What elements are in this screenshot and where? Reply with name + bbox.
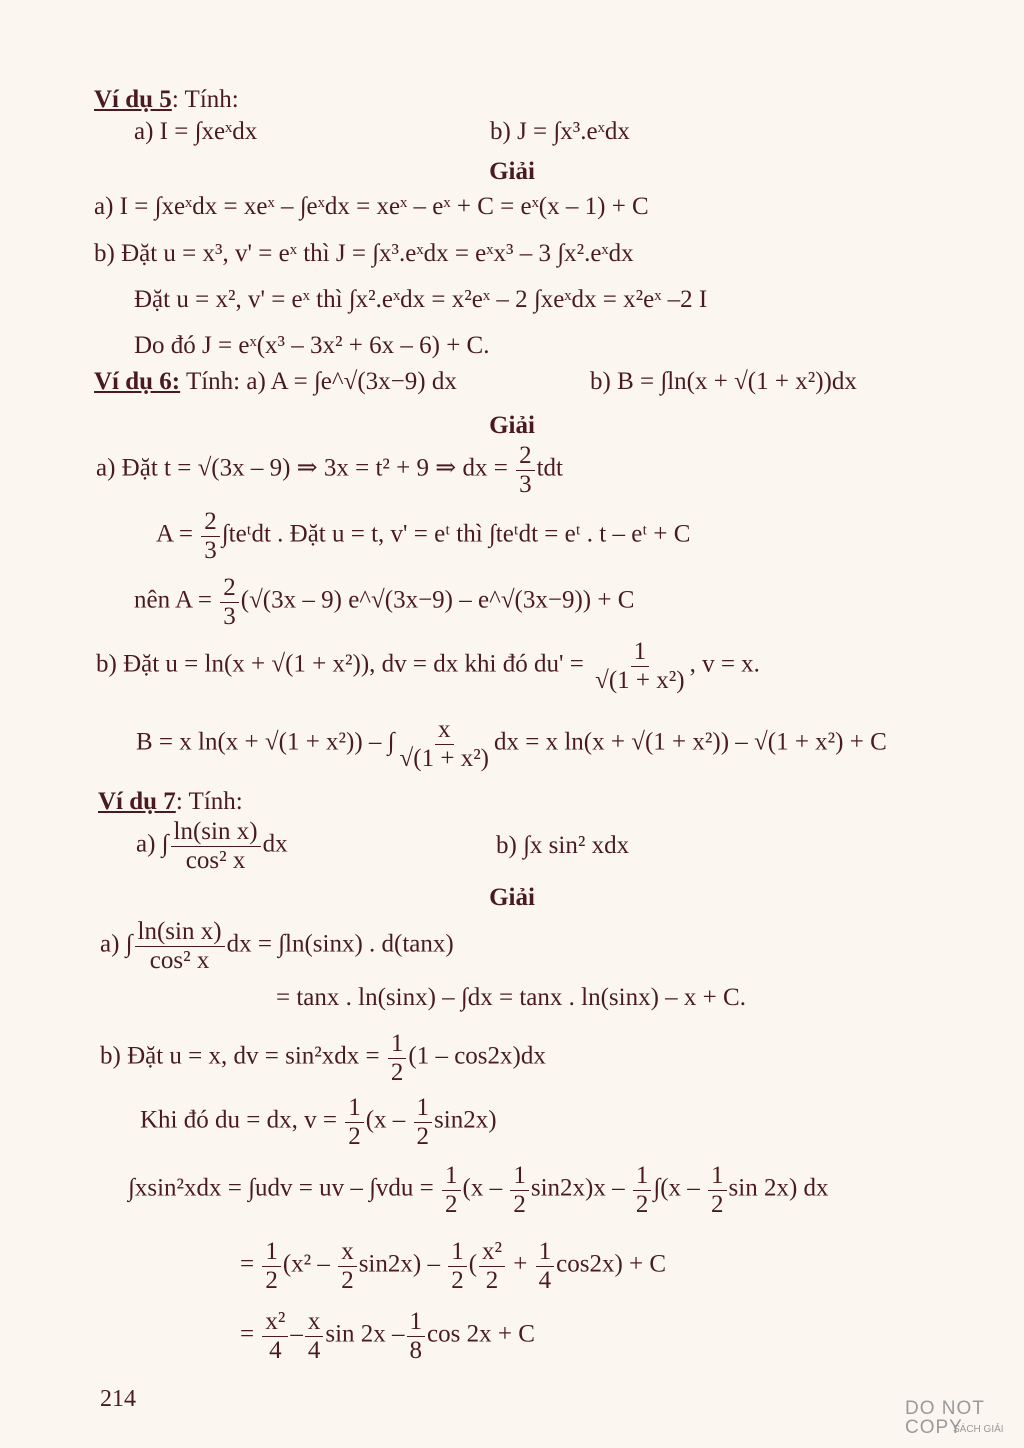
example-6-line-a-tail: tdt [536, 454, 563, 482]
numerator: x [305, 1308, 324, 1337]
line-5-tail: cos 2x + C [427, 1320, 535, 1348]
line-3-mid-3: ∫(x – [653, 1174, 700, 1202]
numerator: 1 [414, 1094, 433, 1123]
example-7-prompt: : Tính: [175, 788, 243, 815]
example-6-solution-heading: Giải [489, 412, 535, 439]
numerator: 2 [516, 442, 535, 471]
numerator: 1 [510, 1162, 529, 1191]
numerator: 1 [708, 1162, 727, 1191]
line-3-mid-2: sin2x)x – [530, 1174, 625, 1202]
numerator: 1 [345, 1094, 364, 1123]
fraction-two-thirds [220, 574, 239, 630]
line-4-b: sin2x) – [358, 1250, 440, 1278]
line-3-lead: ∫xsin²xdx = ∫udv = uv – ∫vdu = [128, 1174, 434, 1202]
denominator: 2 [416, 1122, 430, 1150]
fraction-one-half [262, 1238, 281, 1294]
example-6-line-nen-tail: (√(3x – 9) e^√(3x−9) – e^√(3x−9)) + C [240, 586, 635, 614]
numerator: x [435, 716, 454, 745]
example-7-part-a-lead: a) ∫ [136, 830, 169, 858]
example-7-sol-a-line-2: = tanx . ln(sinx) – ∫dx = tanx . ln(sinx) – x + C. [276, 984, 746, 1011]
fraction-one-half [414, 1094, 433, 1150]
fraction-one-half [633, 1162, 652, 1218]
example-5-solution-heading: Giải [489, 158, 535, 185]
line-4-a: (x² – [282, 1250, 330, 1278]
denominator: 2 [445, 1190, 458, 1218]
numerator: ln(sin x) [171, 818, 261, 847]
watermark-stamp [905, 1399, 1010, 1441]
line-2-lead: Khi đó du = dx, v = [140, 1106, 337, 1134]
fraction-x-over-sqrt [397, 716, 492, 772]
denominator: 4 [307, 1336, 321, 1364]
example-6-line-nen [134, 574, 634, 630]
denominator: cos² x [149, 946, 210, 974]
numerator: 1 [448, 1238, 467, 1267]
example-7-sol-b-line-5 [240, 1308, 535, 1364]
example-7-part-a-dx: dx [262, 830, 288, 858]
example-5-title: Ví dụ 5 [94, 86, 172, 113]
fraction-x-over-4 [305, 1308, 324, 1364]
numerator: 1 [442, 1162, 461, 1191]
example-6-part-a: Tính: a) A = ∫e^√(3x−9) dx [180, 368, 457, 395]
line-4-tail: cos2x) + C [556, 1250, 667, 1278]
denominator: 3 [204, 536, 217, 564]
example-7-sol-a-lead: a) ∫ [100, 930, 133, 958]
fraction-one-quarter [536, 1238, 555, 1294]
example-7-sol-b-lead: b) Đặt u = x, dv = sin²xdx = [100, 1042, 380, 1070]
fraction-one-half [442, 1162, 461, 1218]
denominator: cos² x [185, 846, 246, 874]
numerator: x² [262, 1308, 288, 1337]
fraction-x-over-2 [338, 1238, 357, 1294]
numerator: 1 [536, 1238, 555, 1267]
fraction-ln-sin-over-cos2 [135, 918, 225, 974]
fraction-one-eighth [407, 1308, 426, 1364]
fraction-one-over-sqrt [592, 638, 687, 694]
example-6-line-B-lead: B = x ln(x + √(1 + x²)) – ∫ [136, 728, 395, 756]
denominator: 2 [451, 1266, 464, 1294]
numerator: x [338, 1238, 357, 1267]
denominator: 3 [223, 602, 236, 630]
fraction-one-half [345, 1094, 364, 1150]
fraction-one-half [448, 1238, 467, 1294]
line-5-eq: = [240, 1320, 255, 1348]
example-7-sol-a-line-1 [100, 918, 454, 974]
line-3-tail: sin 2x) dx [728, 1174, 829, 1202]
stamp-text: DO NOT COPY [905, 1398, 985, 1438]
denominator: 2 [348, 1122, 361, 1150]
line-4-c: ( [468, 1250, 478, 1278]
example-6-line-nen-lead: nên A = [134, 586, 212, 614]
fraction-one-half [510, 1162, 529, 1218]
denominator: √(1 + x²) [399, 744, 490, 772]
example-6-line-A-tail: ∫teᵗdt . Đặt u = t, v' = eᵗ thì ∫teᵗdt = eᵗ . t – eᵗ + C [221, 520, 691, 548]
example-7-part-a [136, 818, 288, 874]
line-5-b: sin 2x – [325, 1320, 405, 1348]
denominator: 2 [390, 1058, 404, 1086]
example-6-part-b: b) B = ∫ln(x + √(1 + x²))dx [590, 368, 857, 395]
example-6-line-B-tail: dx = x ln(x + √(1 + x²)) – √(1 + x²) + C [494, 728, 887, 756]
example-5-part-b: b) J = ∫x³.eˣdx [490, 118, 630, 145]
denominator: 8 [409, 1336, 423, 1364]
numerator: 1 [262, 1238, 281, 1267]
example-5-heading [94, 86, 239, 115]
numerator: 2 [220, 574, 239, 603]
numerator: 1 [388, 1030, 407, 1059]
example-5-line-1: a) I = ∫xeˣdx = xeˣ – ∫eˣdx = xeˣ – eˣ + C = eˣ(x – 1) + C [94, 193, 649, 220]
example-6-line-b-lead: b) Đặt u = ln(x + √(1 + x²)), dv = dx khi đó du' = [96, 650, 584, 678]
example-7-sol-b-tail: (1 – cos2x)dx [408, 1042, 546, 1070]
denominator: 4 [538, 1266, 552, 1294]
example-6-line-a [96, 442, 563, 498]
example-5-part-a: a) I = ∫xeˣdx [134, 118, 258, 145]
example-5-line-3: Đặt u = x², v' = eˣ thì ∫x².eˣdx = x²eˣ – 2 ∫xeˣdx = x²eˣ –2 I [134, 286, 708, 313]
fraction-one-half [388, 1030, 407, 1086]
example-7-heading [98, 788, 243, 817]
fraction-x2-over-2 [479, 1238, 505, 1294]
example-6-title: Ví dụ 6: [94, 368, 181, 395]
example-6-heading [94, 368, 457, 397]
stamp-subtext: SÁCH GIẢI [953, 1424, 1004, 1435]
fraction-ln-sin-over-cos2 [171, 818, 261, 874]
example-7-sol-b-line-1 [100, 1030, 546, 1086]
fraction-one-half [708, 1162, 727, 1218]
denominator: 3 [519, 470, 532, 498]
line-3-mid-1: (x – [462, 1174, 503, 1202]
example-5-line-2: b) Đặt u = x³, v' = eˣ thì J = ∫x³.eˣdx = eˣx³ – 3 ∫x².eˣdx [94, 240, 634, 267]
fraction-x2-over-4 [262, 1308, 288, 1364]
denominator: 2 [341, 1266, 354, 1294]
line-4-eq: = [240, 1250, 255, 1278]
denominator: 2 [485, 1266, 499, 1294]
denominator: 2 [635, 1190, 649, 1218]
example-6-line-B [136, 716, 887, 772]
example-7-sol-b-line-2 [140, 1094, 497, 1150]
example-7-part-b: b) ∫x sin² xdx [496, 832, 630, 859]
numerator: ln(sin x) [135, 918, 225, 947]
denominator: √(1 + x²) [595, 666, 685, 694]
numerator: 2 [201, 508, 220, 537]
fraction-two-thirds [201, 508, 220, 564]
example-5-prompt: : Tính: [171, 86, 239, 113]
example-6-line-A [156, 508, 690, 564]
denominator: 2 [513, 1190, 526, 1218]
numerator: 1 [633, 1162, 652, 1191]
example-7-sol-b-line-3 [128, 1162, 829, 1218]
line-4-d: + [513, 1250, 528, 1278]
example-6-line-A-lead: A = [156, 520, 194, 548]
fraction-two-thirds [516, 442, 535, 498]
example-5-line-4: Do đó J = eˣ(x³ – 3x² + 6x – 6) + C. [134, 332, 490, 359]
numerator: x² [479, 1238, 505, 1267]
line-2-mid: (x – [365, 1106, 406, 1134]
line-5-a: – [290, 1320, 303, 1348]
example-7-sol-b-line-4 [240, 1238, 666, 1294]
numerator: 1 [407, 1308, 426, 1337]
denominator: 4 [269, 1336, 282, 1364]
example-7-sol-a-tail: dx = ∫ln(sinx) . d(tanx) [226, 930, 454, 958]
numerator: 1 [631, 638, 650, 667]
example-6-line-b-tail: , v = x. [689, 650, 760, 678]
example-7-solution-heading: Giải [489, 884, 535, 911]
denominator: 2 [711, 1190, 724, 1218]
denominator: 2 [265, 1266, 278, 1294]
example-6-line-a-text: a) Đặt t = √(3x – 9) ⇒ 3x = t² + 9 ⇒ dx = [96, 454, 508, 482]
line-2-tail: sin2x) [434, 1106, 497, 1134]
page-number: 214 [100, 1386, 136, 1412]
example-6-line-b [96, 638, 760, 694]
example-7-title: Ví dụ 7 [98, 788, 176, 815]
